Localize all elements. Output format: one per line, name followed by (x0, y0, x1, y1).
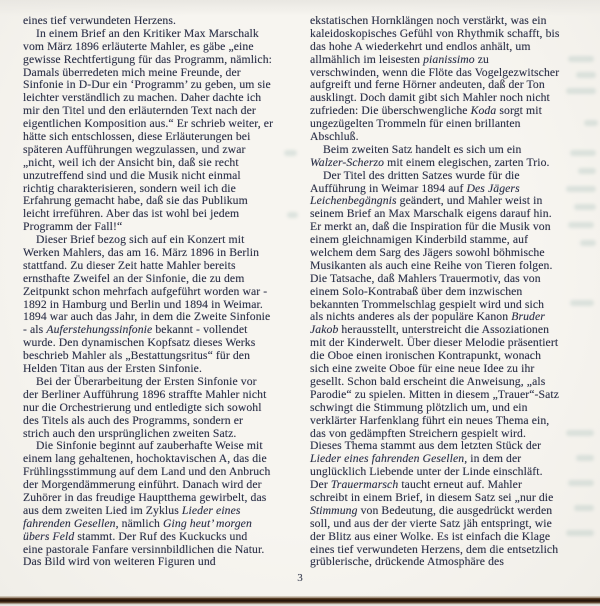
text-segment: Die Sinfonie beginnt auf zauberhafte Weise mit (36, 439, 263, 453)
text-segment: aufgreift und ferne Hörner andeuten, daß der Ton (310, 78, 545, 92)
text-segment: allmählich im leisesten (310, 52, 424, 66)
text-segment: mir den Titel und den erläuternden Text nach der (23, 104, 256, 118)
text-line (310, 556, 592, 569)
text-segment: als nichts anderes als der populäre Kanon (310, 310, 512, 324)
page-number: 3 (297, 572, 303, 584)
italic-text-segment: Lieder eines (181, 503, 241, 517)
text-segment: Er merkt an, daß die Inspiration für die Musik von (310, 220, 551, 234)
text-segment: Frühlingsstimmung auf dem Land und den Anbruch (23, 465, 271, 479)
text-segment: zufrieden: Die überschwengliche (310, 104, 471, 118)
text-segment: der Morgendämmerung einführt. Danach wird der (23, 478, 262, 492)
text-segment: eine pastorale Fanfare versinnbildlichen die Natur. (23, 542, 265, 556)
text-segment: beschrieb Mahler als „Bestattungsritus“ für den (23, 349, 251, 363)
page-bottom-edge (0, 596, 600, 606)
text-segment: aus dem zweiten Lied im Zyklus (23, 503, 182, 517)
text-segment: Dieser Brief bezog sich auf ein Konzert mit (36, 233, 245, 247)
text-segment: späteren Aufführungen wegzulassen, und zwar (23, 142, 246, 156)
italic-text-segment: Ging heut’ morgen (163, 516, 252, 530)
text-segment: ungezügelten Trommeln für einen brillanten (310, 117, 521, 131)
italic-text-segment: Bruder (511, 310, 545, 324)
text-segment: von Bedeutung, die ausgedrückt werden (357, 503, 553, 517)
right-text-column (310, 15, 592, 569)
text-segment: einem lang gehaltenen, hochoktavischen A, das die (23, 452, 267, 466)
text-segment: Zuhörer in das freudige Hauptthema gewirbelt, das (23, 490, 267, 504)
text-segment: gewisse Rechtfertigung für das Programm, nämlich: (23, 52, 272, 66)
italic-text-segment: Stimmung (310, 503, 358, 517)
text-segment: mit der Kinderwelt. Über dieser Melodie präsentiert (310, 336, 559, 350)
italic-text-segment: Trauermarsch (330, 478, 399, 492)
text-segment: „nicht, weil ich der Ansicht bin, daß sie recht (23, 155, 239, 169)
text-segment: Werken Mahlers, das am 16. März 1896 in Berlin (23, 246, 260, 260)
text-segment: mit einem elegischen, zarten Trio. (384, 155, 550, 169)
left-text-column (23, 15, 301, 569)
text-segment: Bei der Überarbeitung der Ersten Sinfonie vor (36, 374, 257, 388)
italic-text-segment: pianissimo (423, 52, 475, 66)
text-segment: schreibt in einem Brief, in diesem Satz sei „nur die (310, 490, 554, 504)
text-segment: soll, und aus der der vierte Satz jäh entspringt, wie (310, 516, 552, 530)
text-segment: Musikanten als auch eine Reihe von Tieren folgen. (310, 258, 553, 272)
text-segment: Der (310, 478, 331, 492)
italic-text-segment: Leichenbegängnis (310, 194, 397, 208)
text-segment: taucht erneut auf. Mahler (398, 478, 522, 492)
text-line (23, 556, 301, 569)
text-segment: grüblerische, drückende Atmosphäre des (310, 555, 504, 569)
italic-text-segment: Des Jägers (466, 181, 520, 195)
text-segment: stattfand. Zu dieser Zeit hatte Mahler bereits (23, 258, 236, 272)
text-segment: , nämlich (115, 516, 163, 530)
text-segment: Die Tatsache, daß Mahlers Trauermotiv, das von (310, 271, 541, 285)
text-segment: stammt. Der Ruf des Kuckucks und (74, 529, 248, 543)
text-segment: ekstatischen Hornklängen noch verstärkt, was ein (310, 14, 547, 27)
text-segment: welchem dem Sarg des Jägers sowohl böhmische (310, 246, 545, 260)
text-segment: Erfahrung gemacht habe, daß sie das Publikum (23, 194, 248, 208)
text-segment: - als (23, 323, 47, 337)
text-segment: In einem Brief an den Kritiker Max Marschalk (36, 26, 259, 40)
text-segment: eines tief verwundeten Herzens, dem die entsetzlich (310, 542, 559, 556)
text-segment: strich auch den ursprünglichen zweiten Satz. (23, 426, 237, 440)
text-segment: verklärter Harfenklang führt ein neues Thema ein, (310, 413, 550, 427)
text-segment: unzutreffend sind und die Musik nicht einmal (23, 168, 241, 182)
text-segment: Aufführung in Weimar 1894 auf (310, 181, 467, 195)
text-segment: wurde. Den dynamischen Kopfsatz dieses Werks (23, 336, 256, 350)
text-segment: Sinfonie in D-Dur ein ‘Programm’ zu geben, um sie (23, 78, 271, 92)
text-segment: geändert, und Mahler weist in (396, 194, 543, 208)
text-segment: , in dem der (464, 452, 522, 466)
text-segment: Damals überredeten mich meine Freunde, der (23, 65, 241, 79)
italic-text-segment: Koda (470, 104, 497, 118)
text-segment: bekannten Trommelschlag gespielt wird und sich (310, 297, 545, 311)
text-segment: richtig charakterisieren, sondern weil ich die (23, 181, 236, 195)
text-segment: eines tief verwundeten Herzens. (23, 14, 177, 27)
text-segment: Zeitpunkt schon mehrfach aufgeführt worden war - (23, 284, 268, 298)
italic-text-segment: übers Feld (23, 529, 75, 543)
text-segment: eigentlichen Komposition aus.“ Er schrieb weiter, er (23, 117, 274, 131)
italic-text-segment: Jakob (310, 323, 339, 337)
text-segment: Der Titel des dritten Satzes wurde für die (323, 168, 520, 182)
text-segment: kaleidoskopisches Gefühl von Rhythmik schafft, bis (310, 26, 560, 40)
text-segment: der Blitz aus einer Wolke. Es ist einfach die Klage (310, 529, 551, 543)
text-segment: Das Bild wird von weiteren Figuren und (23, 555, 216, 569)
text-segment: zu (474, 52, 489, 66)
italic-text-segment: Auferstehungssinfonie (46, 323, 153, 337)
text-segment: hätte sich entschlossen, diese Erläuterungen bei (23, 130, 251, 144)
italic-text-segment: Walzer-Scherzo (310, 155, 385, 169)
text-segment: Programm der Fall!“ (23, 220, 123, 234)
text-segment: die Oboe einen ironischen Kontrapunkt, wonach (310, 349, 542, 363)
text-segment: ausklingt. Doch damit gibt sich Mahler noch nicht (310, 91, 550, 105)
text-segment: Helden Titan aus der Ersten Sinfonie. (23, 362, 202, 376)
text-segment: bekannt - vollendet (152, 323, 248, 337)
text-segment: gesellt. Schon bald erscheint die Anweisung, „als (310, 374, 546, 388)
text-segment: Beim zweiten Satz handelt es sich um ein (323, 142, 522, 156)
text-segment: 1892 in Hamburg und Berlin und 1894 in Weimar. (23, 297, 263, 311)
text-segment: Abschluß. (310, 130, 359, 144)
text-segment: das von gedämpften Streichern gespielt wird. (310, 426, 527, 440)
text-segment: Dieses Thema stammt aus dem letzten Stück der (310, 439, 542, 453)
text-segment: leicht irreführen. Aber das ist wohl bei jedem (23, 207, 240, 221)
text-segment: das hohe A wiederkehrt und endlos anhält, um (310, 39, 531, 53)
text-segment: sorgt mit (496, 104, 542, 118)
italic-text-segment: fahrenden Gesellen (23, 516, 116, 530)
italic-text-segment: Lieder eines fahrenden Gesellen (310, 452, 465, 466)
text-segment: ernsthafte Zweifel an der Sinfonie, die zu dem (23, 271, 245, 285)
text-segment: des Titels als auch des Programms, sondern er (23, 413, 244, 427)
text-segment: einem Solo-Kontrabaß über dem inzwischen (310, 284, 523, 298)
text-segment: herausstellt, unterstreicht die Assoziationen (338, 323, 550, 337)
text-segment: verschwinden, wenn die Flöte das Vogelgezwitscher (310, 65, 560, 79)
text-segment: der Berliner Aufführung 1896 straffte Mahler nicht (23, 387, 267, 401)
text-segment: nur die Orchestrierung und entledigte sich sowohl (23, 400, 262, 414)
text-segment: seinem Brief an Max Marschalk eigens darauf hin. (310, 207, 552, 221)
text-segment: unglücklich Liebende unter der Linde einschläft. (310, 465, 543, 479)
text-segment: Parodie“ zu spielen. Mitten in diesem „Trauer“-Satz (310, 387, 560, 401)
text-segment: sich eine zweite Oboe für eine neue Idee zu ihr (310, 362, 535, 376)
text-segment: schwingt die Stimmung plötzlich um, und ein (310, 400, 528, 414)
text-segment: leichter verständlich zu machen. Daher dachte ich (23, 91, 262, 105)
text-segment: 1894 war auch das Jahr, in dem die Zweite Sinfonie (23, 310, 271, 324)
text-segment: vom März 1896 erläuterte Mahler, es gäbe „eine (23, 39, 254, 53)
text-segment: einem gleichnamigen Kinderbild stamme, auf (310, 233, 529, 247)
